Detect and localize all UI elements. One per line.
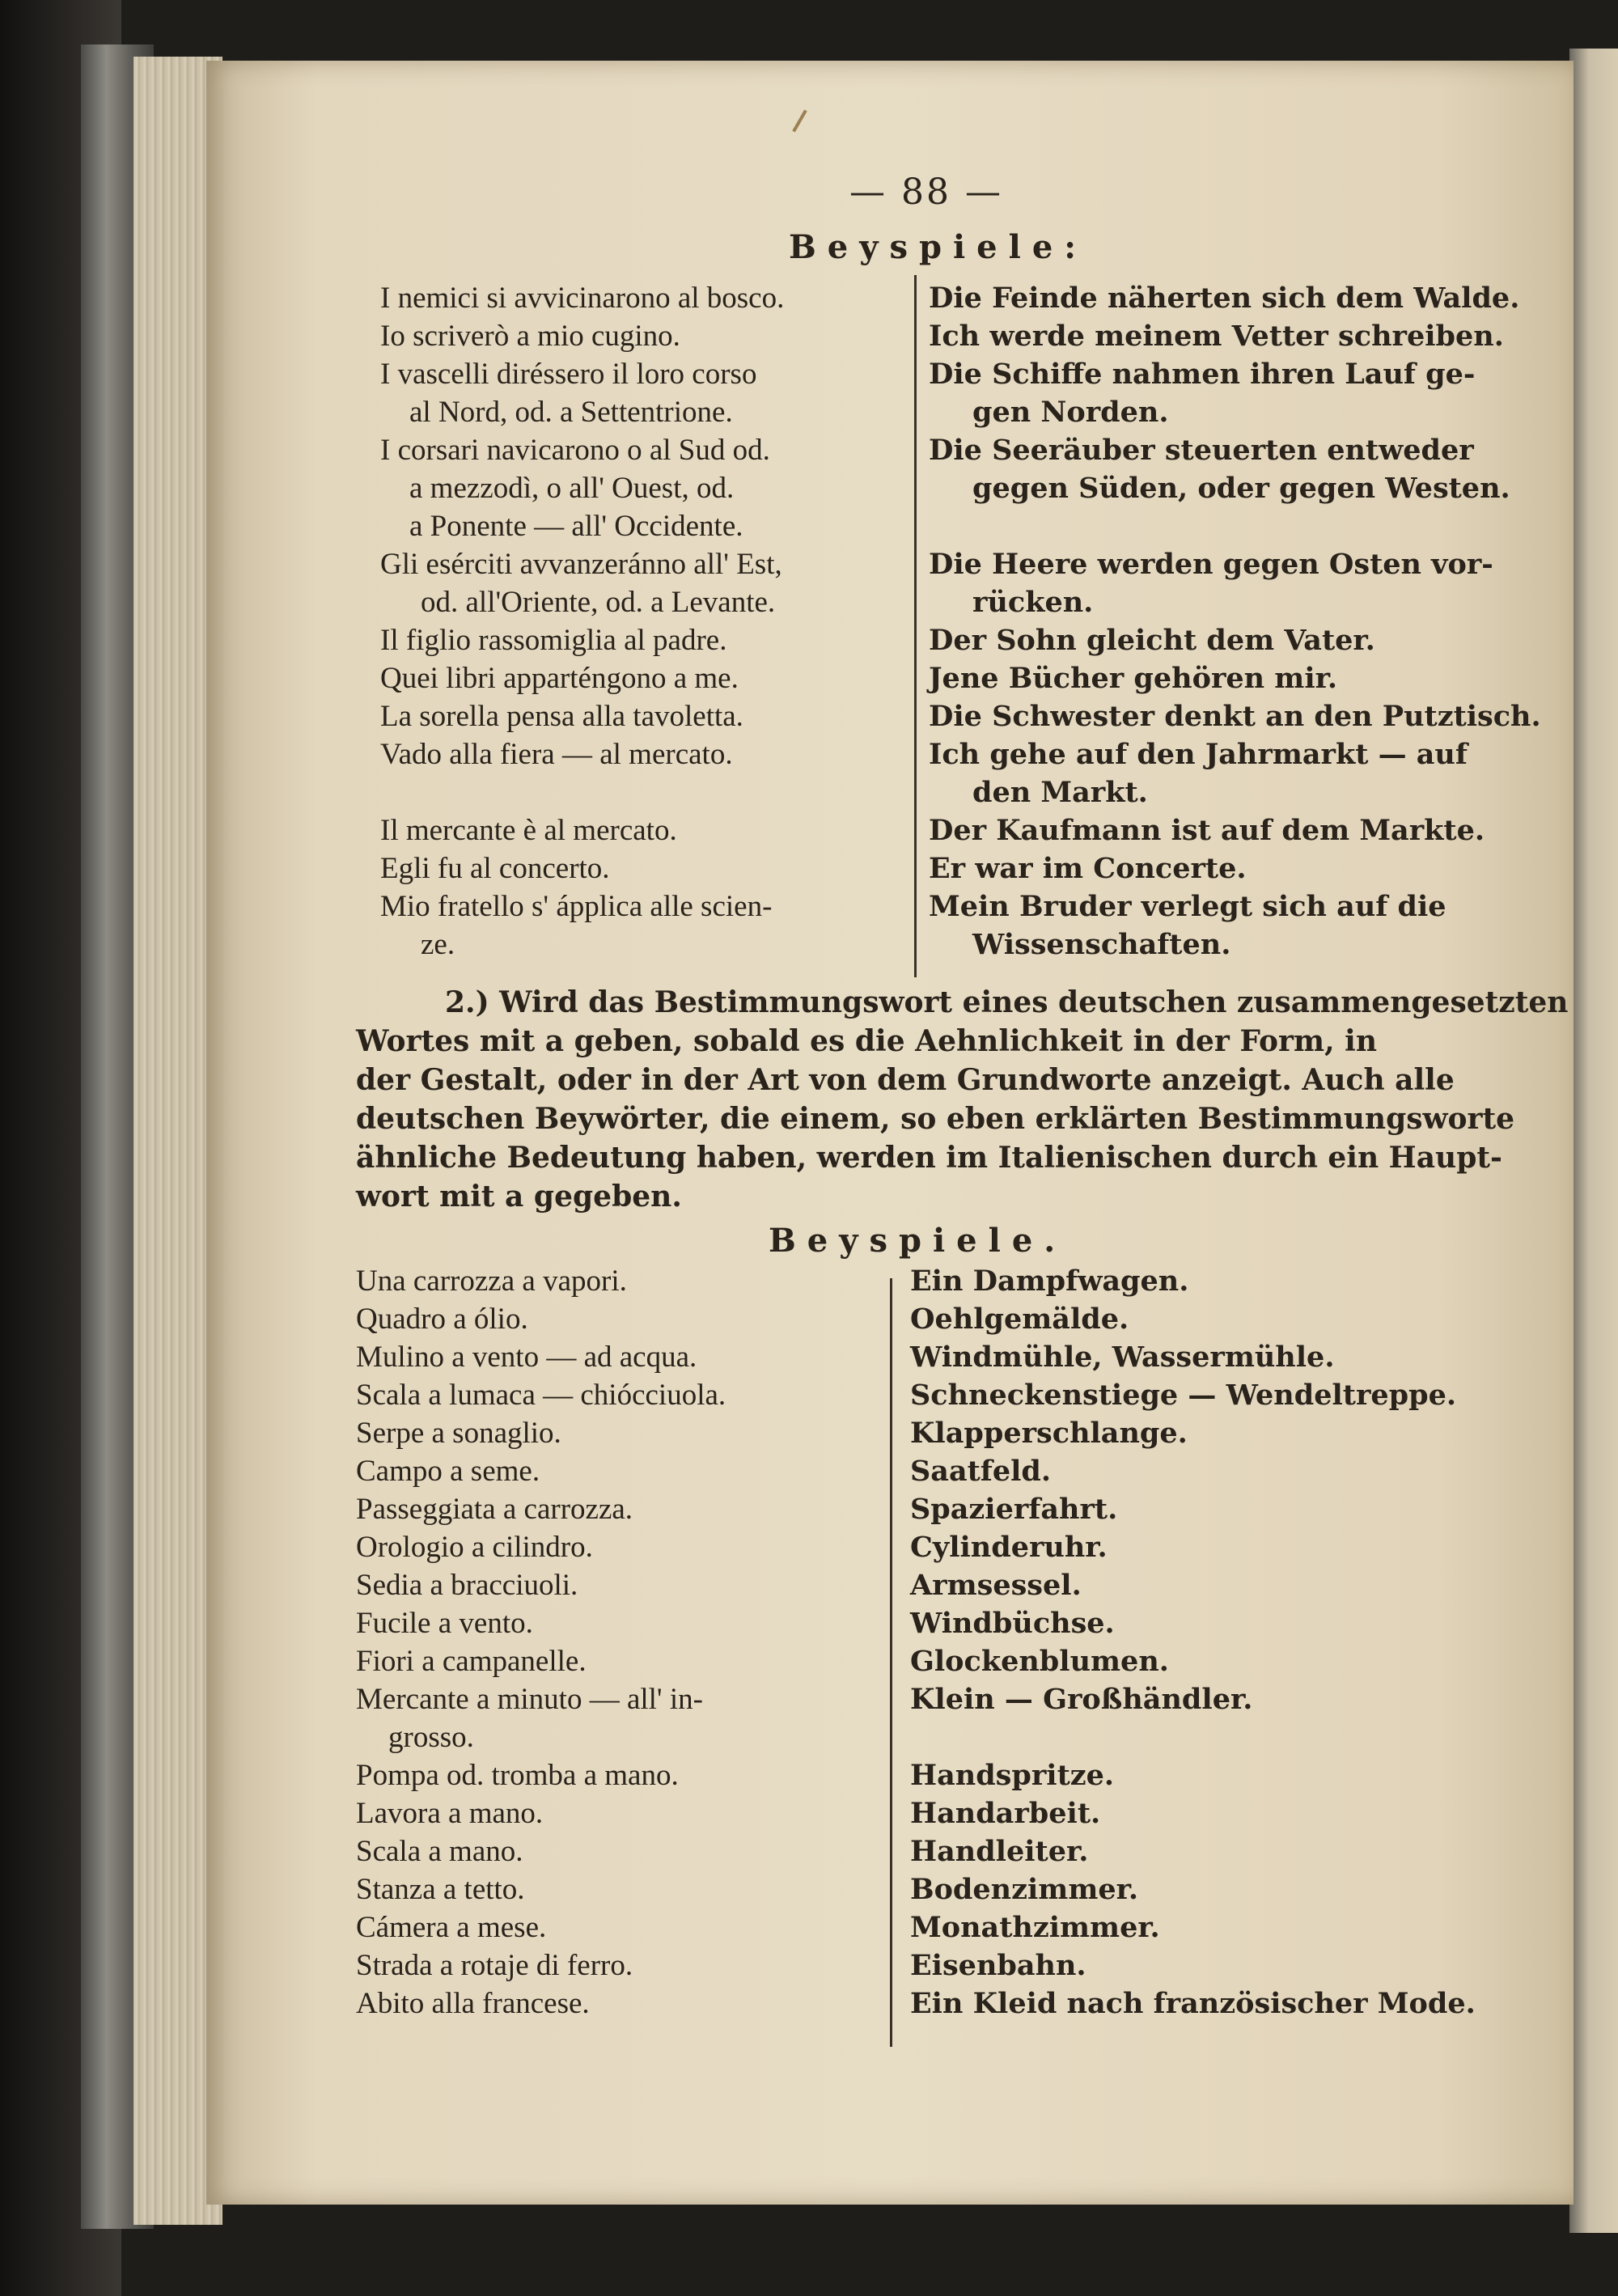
- italian-line: a Ponente — all' Occidente.: [409, 510, 743, 543]
- german-line: Saatfeld.: [910, 1455, 1052, 1488]
- german-line: Ein Kleid nach französischer Mode.: [910, 1987, 1476, 2020]
- section2-italian-column: [356, 1262, 726, 2023]
- italian-line: Il figlio rassomiglia al padre.: [380, 624, 727, 657]
- german-line: Die Heere werden gegen Osten vor-: [929, 548, 1493, 581]
- italian-line: Io scriverò a mio cugino.: [380, 320, 680, 353]
- german-line: Ein Dampfwagen.: [910, 1264, 1189, 1298]
- german-line: Klein — Großhändler.: [910, 1683, 1253, 1716]
- italian-line: Strada a rotaje di ferro.: [356, 1949, 633, 1982]
- german-line: Die Seeräuber steuerten entweder: [929, 434, 1474, 467]
- italian-line: grosso.: [388, 1721, 474, 1754]
- german-line: Die Schwester denkt an den Putztisch.: [929, 700, 1541, 733]
- italian-line: I vascelli diréssero il loro corso: [380, 358, 757, 391]
- german-line: gen Norden.: [972, 396, 1169, 429]
- german-line: Handleiter.: [910, 1835, 1089, 1868]
- rule-paragraph: [356, 983, 1569, 1216]
- column-divider: [914, 275, 917, 977]
- column-divider-2: [890, 1278, 892, 2047]
- german-line: Klapperschlange.: [910, 1417, 1188, 1450]
- italian-line: Fiori a campanelle.: [356, 1645, 587, 1678]
- page-number: — 88 —: [849, 172, 1003, 213]
- german-line: Handspritze.: [910, 1759, 1115, 1792]
- italian-line: Gli esérciti avvanzeránno all' Est,: [380, 548, 782, 581]
- german-line: Spazierfahrt.: [910, 1493, 1118, 1526]
- german-line: Wissenschaften.: [972, 928, 1231, 961]
- italian-line: La sorella pensa alla tavoletta.: [380, 700, 743, 733]
- german-line: Bodenzimmer.: [910, 1873, 1139, 1906]
- italian-line: Vado alla fiera — al mercato.: [380, 738, 733, 771]
- german-line: [910, 1718, 1476, 1756]
- german-line: Ich werde meinem Vetter schreiben.: [929, 320, 1504, 353]
- rule-line: Wortes mit a geben, sobald es die Aehnlichkeit in der Form, in: [356, 1024, 1377, 1058]
- italian-line: Scala a mano.: [356, 1835, 523, 1868]
- italian-line: Campo a seme.: [356, 1455, 540, 1488]
- italian-line: Mulino a vento — ad acqua.: [356, 1341, 697, 1374]
- italian-line: Abito alla francese.: [356, 1987, 590, 2020]
- german-line: Die Feinde näherten sich dem Walde.: [929, 282, 1520, 315]
- italian-line: Fucile a vento.: [356, 1607, 533, 1640]
- examples-heading: Beyspiele:: [789, 228, 1088, 266]
- italian-line: Egli fu al concerto.: [380, 852, 610, 885]
- german-line: Armsessel.: [910, 1569, 1082, 1602]
- rule-line: der Gestalt, oder in der Art von dem Grundworte anzeigt. Auch alle: [356, 1063, 1455, 1097]
- italian-line: a mezzodì, o all' Ouest, od.: [409, 472, 735, 505]
- italian-line: al Nord, od. a Settentrione.: [409, 396, 733, 429]
- rule-line: ähnliche Bedeutung haben, werden im Italienischen durch ein Haupt-: [356, 1141, 1502, 1175]
- italian-line: Il mercante è al mercato.: [380, 814, 677, 847]
- italian-line: Serpe a sonaglio.: [356, 1417, 561, 1450]
- german-line: Glockenblumen.: [910, 1645, 1169, 1678]
- german-line: Er war im Concerte.: [929, 852, 1247, 885]
- italian-line: Mio fratello s' ápplica alle scien-: [380, 890, 773, 923]
- german-line: Schneckenstiege — Wendeltreppe.: [910, 1379, 1457, 1412]
- german-line: Monathzimmer.: [910, 1911, 1160, 1944]
- italian-line: Cámera a mese.: [356, 1911, 547, 1944]
- examples-heading-2: Beyspiele.: [769, 1222, 1067, 1260]
- rule-line: 2.) Wird das Bestimmungswort eines deutschen zusammengesetzten: [445, 985, 1569, 1019]
- rule-line: wort mit a gegeben.: [356, 1180, 682, 1214]
- german-line: Cylinderuhr.: [910, 1531, 1108, 1564]
- german-line: Windbüchse.: [910, 1607, 1115, 1640]
- section2-german-column: [910, 1262, 1476, 2023]
- italian-line: [380, 773, 784, 811]
- italian-line: Quadro a ólio.: [356, 1303, 528, 1336]
- italian-line: Stanza a tetto.: [356, 1873, 525, 1906]
- italian-line: Pompa od. tromba a mano.: [356, 1759, 679, 1792]
- italian-line: Lavora a mano.: [356, 1797, 544, 1830]
- section1-italian-column: [380, 279, 784, 964]
- italian-line: Mercante a minuto — all' in-: [356, 1683, 703, 1716]
- rule-line: deutschen Beywörter, die einem, so eben erklärten Bestimmungsworte: [356, 1102, 1515, 1136]
- italian-line: ze.: [421, 928, 455, 961]
- german-line: Windmühle, Wassermühle.: [910, 1341, 1335, 1374]
- italian-line: od. all'Oriente, od. a Levante.: [421, 586, 776, 619]
- facing-page-edge: [1569, 49, 1618, 2233]
- italian-line: Quei libri apparténgono a me.: [380, 662, 739, 695]
- german-line: Handarbeit.: [910, 1797, 1101, 1830]
- italian-line: Sedia a bracciuoli.: [356, 1569, 578, 1602]
- german-line: Die Schiffe nahmen ihren Lauf ge-: [929, 358, 1476, 391]
- german-line: Der Sohn gleicht dem Vater.: [929, 624, 1375, 657]
- section1-german-column: [929, 279, 1541, 964]
- german-line: den Markt.: [972, 776, 1148, 809]
- german-line: Oehlgemälde.: [910, 1303, 1129, 1336]
- german-line: Der Kaufmann ist auf dem Markte.: [929, 814, 1485, 847]
- italian-line: Passeggiata a carrozza.: [356, 1493, 633, 1526]
- german-line: Ich gehe auf den Jahrmarkt — auf: [929, 738, 1468, 771]
- italian-line: I nemici si avvicinarono al bosco.: [380, 282, 785, 315]
- german-line: Jene Bücher gehören mir.: [929, 662, 1338, 695]
- italian-line: I corsari navicarono o al Sud od.: [380, 434, 770, 467]
- german-line: gegen Süden, oder gegen Westen.: [972, 472, 1510, 505]
- german-line: Mein Bruder verlegt sich auf die: [929, 890, 1446, 923]
- german-line: rücken.: [972, 586, 1094, 619]
- italian-line: Orologio a cilindro.: [356, 1531, 593, 1564]
- german-line: [929, 507, 1541, 545]
- italian-line: Scala a lumaca — chiócciuola.: [356, 1379, 726, 1412]
- italian-line: Una carrozza a vapori.: [356, 1264, 627, 1298]
- german-line: Eisenbahn.: [910, 1949, 1086, 1982]
